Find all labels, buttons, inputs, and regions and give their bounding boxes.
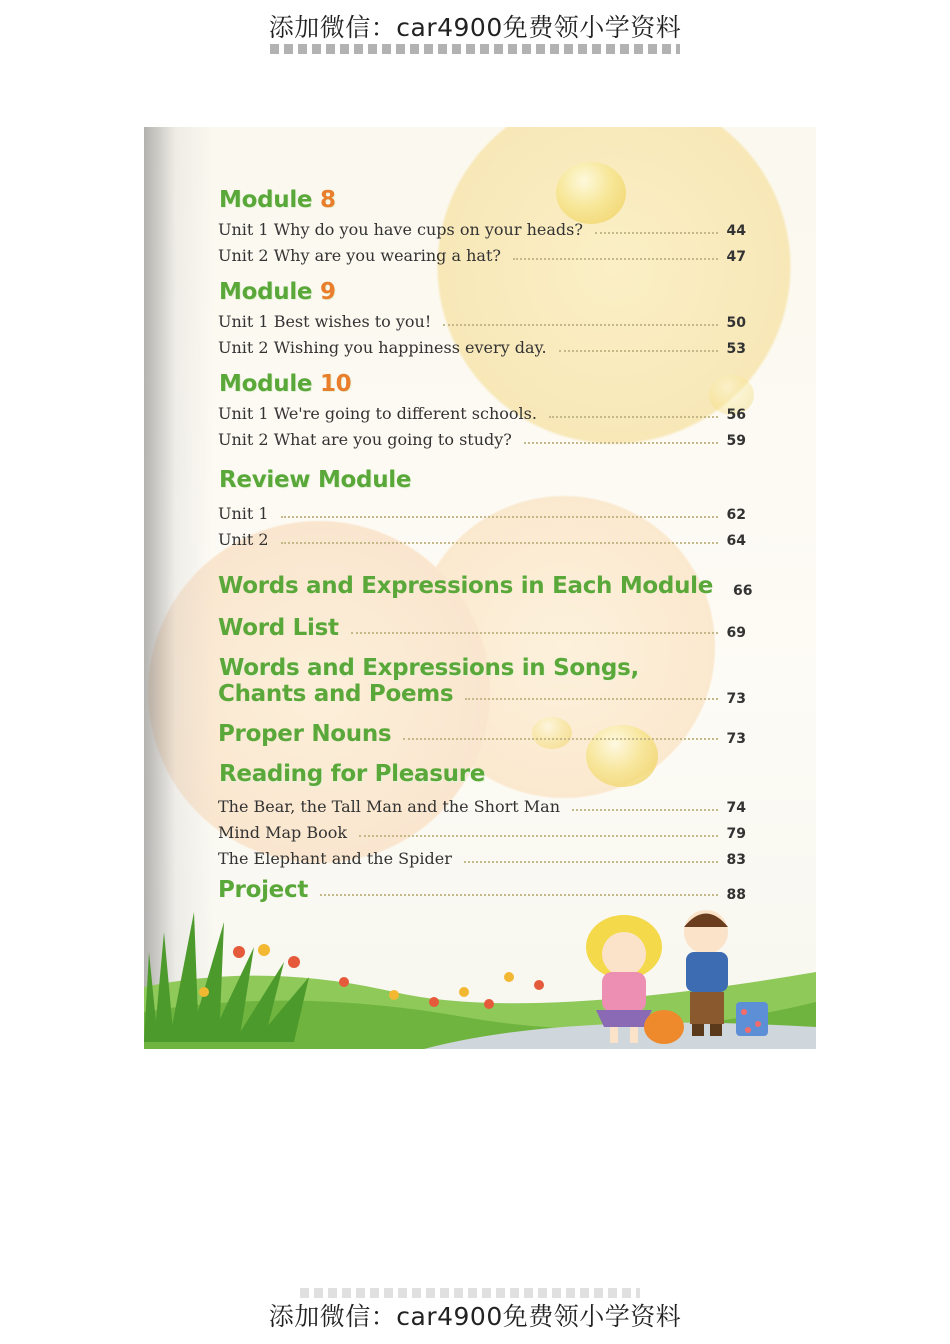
toc-entry[interactable]: Unit 1 We're going to different schools. 56	[218, 404, 746, 423]
toc-section-entry[interactable]: Proper Nouns 73	[218, 721, 746, 747]
module-8-heading: Module 8	[219, 187, 336, 213]
songs-heading: Words and Expressions in Songs,	[219, 655, 639, 681]
toc-entry[interactable]: Mind Map Book 79	[218, 823, 746, 842]
toc-section-entry[interactable]: Project 88	[218, 877, 746, 903]
toc-entry[interactable]: The Bear, the Tall Man and the Short Man 74	[218, 797, 746, 816]
toc-entry[interactable]: Unit 2 What are you going to study? 59	[218, 430, 746, 449]
boy-character	[684, 910, 728, 1036]
kids-garden-illustration	[144, 892, 816, 1049]
toc-section-entry[interactable]: Word List 69	[218, 615, 746, 641]
toc-section-entry[interactable]: Words and Expressions in Each Module 66	[218, 573, 753, 599]
toc-entry[interactable]: Unit 2 64	[218, 530, 746, 549]
reading-heading: Reading for Pleasure	[219, 761, 486, 787]
toc-entry[interactable]: Unit 2 Wishing you happiness every day. 53	[218, 338, 746, 357]
module-10-heading: Module 10	[219, 371, 352, 397]
module-9-heading: Module 9	[219, 279, 336, 305]
toc-entry[interactable]: Unit 1 Why do you have cups on your heads? 44	[218, 220, 746, 239]
toc-entry[interactable]: Unit 2 Why are you wearing a hat? 47	[218, 246, 746, 265]
table-of-contents	[144, 127, 816, 903]
textbook-contents-page	[144, 127, 816, 1049]
watermark-header-bottom: 添加微信：car4900免费领小学资料	[268, 1302, 682, 1331]
review-module-heading: Review Module	[219, 467, 412, 493]
cropped-text-line	[270, 44, 680, 54]
toc-entry[interactable]: Unit 1 62	[218, 504, 746, 523]
toc-entry[interactable]: The Elephant and the Spider 83	[218, 849, 746, 868]
toc-section-entry[interactable]: Chants and Poems 73	[218, 681, 746, 707]
toc-entry[interactable]: Unit 1 Best wishes to you! 50	[218, 312, 746, 331]
watermark-header-top: 添加微信：car4900免费领小学资料	[268, 13, 682, 42]
